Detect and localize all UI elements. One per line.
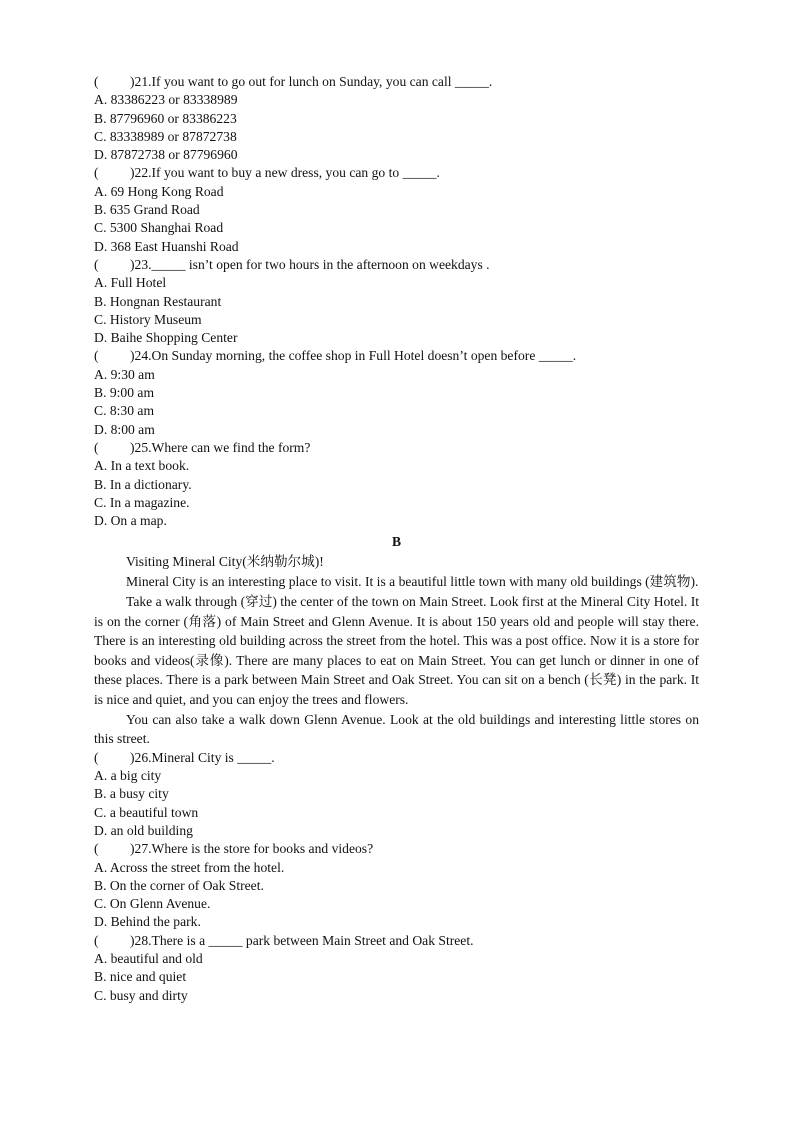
option-a: A. 83386223 or 83338989: [94, 92, 238, 108]
answer-blank: (: [94, 165, 99, 181]
answer-blank: (: [94, 348, 99, 364]
option-a: A. 9:30 am: [94, 366, 155, 382]
question-25: [94, 439, 699, 457]
question-stem: )25.Where can we find the form?: [130, 439, 311, 455]
question-21: [94, 73, 699, 91]
answer-blank: (: [94, 256, 99, 272]
question-stem: )22.If you want to buy a new dress, you can go to _____.: [130, 165, 440, 181]
option-b: B. Hongnan Restaurant: [94, 293, 222, 309]
question-28: [94, 932, 699, 950]
question-stem: )26.Mineral City is _____.: [130, 749, 275, 765]
option-c: C. 8:30 am: [94, 403, 155, 419]
option-a: A. 69 Hong Kong Road: [94, 183, 224, 199]
option-c: C. a beautiful town: [94, 804, 199, 820]
question-stem: )28.There is a _____ park between Main Street and Oak Street.: [130, 932, 474, 948]
option-d: D. an old building: [94, 822, 193, 838]
option-d: D. 8:00 am: [94, 421, 155, 437]
question-26: [94, 749, 699, 767]
answer-blank: (: [94, 439, 99, 455]
option-c: C. In a magazine.: [94, 494, 190, 510]
option-c: C. 83338989 or 87872738: [94, 128, 237, 144]
option-c: C. On Glenn Avenue.: [94, 896, 211, 912]
option-a: A. Full Hotel: [94, 275, 167, 291]
option-a: A. Across the street from the hotel.: [94, 859, 285, 875]
passage-paragraph-1: Mineral City is an interesting place to visit. It is a beautiful little town with many old buildings (建筑物).: [126, 574, 699, 590]
option-b: B. 87796960 or 83386223: [94, 110, 237, 126]
answer-blank: (: [94, 932, 99, 948]
passage-paragraph-2: Take a walk through (穿过) the center of the town on Main Street. Look first at the Mineral City Hotel. It is on the corner (角落) of Main Street and Glenn Avenue. It is about 150 years old and people will stay there. There is an interesting old building across the street from the hotel. This was a post office. Now it is a store for books and videos(录像). There are many places to eat on Main Street. You can get lunch or dinner in one of these places. There is a park between Main Street and Oak Street. You can sit on a bench (长凳) in the park. It is nice and quiet, and you can enjoy the trees and flowers.: [94, 594, 699, 707]
passage-title: Visiting Mineral City(米纳勒尔城)!: [126, 554, 324, 570]
option-b: B. nice and quiet: [94, 969, 187, 985]
question-24: [94, 347, 699, 365]
question-27: [94, 840, 699, 858]
option-c: C. 5300 Shanghai Road: [94, 220, 224, 236]
option-b: B. 635 Grand Road: [94, 202, 200, 218]
option-a: A. beautiful and old: [94, 951, 203, 967]
option-d: D. Baihe Shopping Center: [94, 330, 238, 346]
option-b: B. 9:00 am: [94, 385, 155, 401]
answer-blank: (: [94, 749, 99, 765]
answer-blank: (: [94, 74, 99, 89]
option-b: B. On the corner of Oak Street.: [94, 877, 264, 893]
option-d: D. 87872738 or 87796960: [94, 147, 238, 163]
question-22: [94, 164, 699, 182]
passage-paragraph-3: You can also take a walk down Glenn Avenue. Look at the old buildings and interesting little stores on this street.: [94, 711, 699, 747]
option-b: B. a busy city: [94, 786, 169, 802]
option-d: D. 368 East Huanshi Road: [94, 238, 239, 254]
question-stem: )27.Where is the store for books and videos?: [130, 841, 374, 857]
option-a: A. a big city: [94, 768, 162, 784]
option-c: C. busy and dirty: [94, 987, 188, 1003]
answer-blank: (: [94, 841, 99, 857]
option-c: C. History Museum: [94, 311, 202, 327]
worksheet-page: [94, 73, 699, 1005]
question-stem: )24.On Sunday morning, the coffee shop in Full Hotel doesn’t open before _____.: [130, 348, 577, 364]
option-b: B. In a dictionary.: [94, 476, 192, 492]
option-a: A. In a text book.: [94, 458, 190, 474]
option-d: D. On a map.: [94, 513, 167, 529]
option-d: D. Behind the park.: [94, 914, 201, 930]
question-stem: )23._____ isn’t open for two hours in the afternoon on weekdays .: [130, 256, 490, 272]
question-stem: )21.If you want to go out for lunch on Sunday, you can call _____.: [130, 74, 493, 89]
question-23: [94, 256, 699, 274]
section-heading: B: [391, 534, 402, 550]
